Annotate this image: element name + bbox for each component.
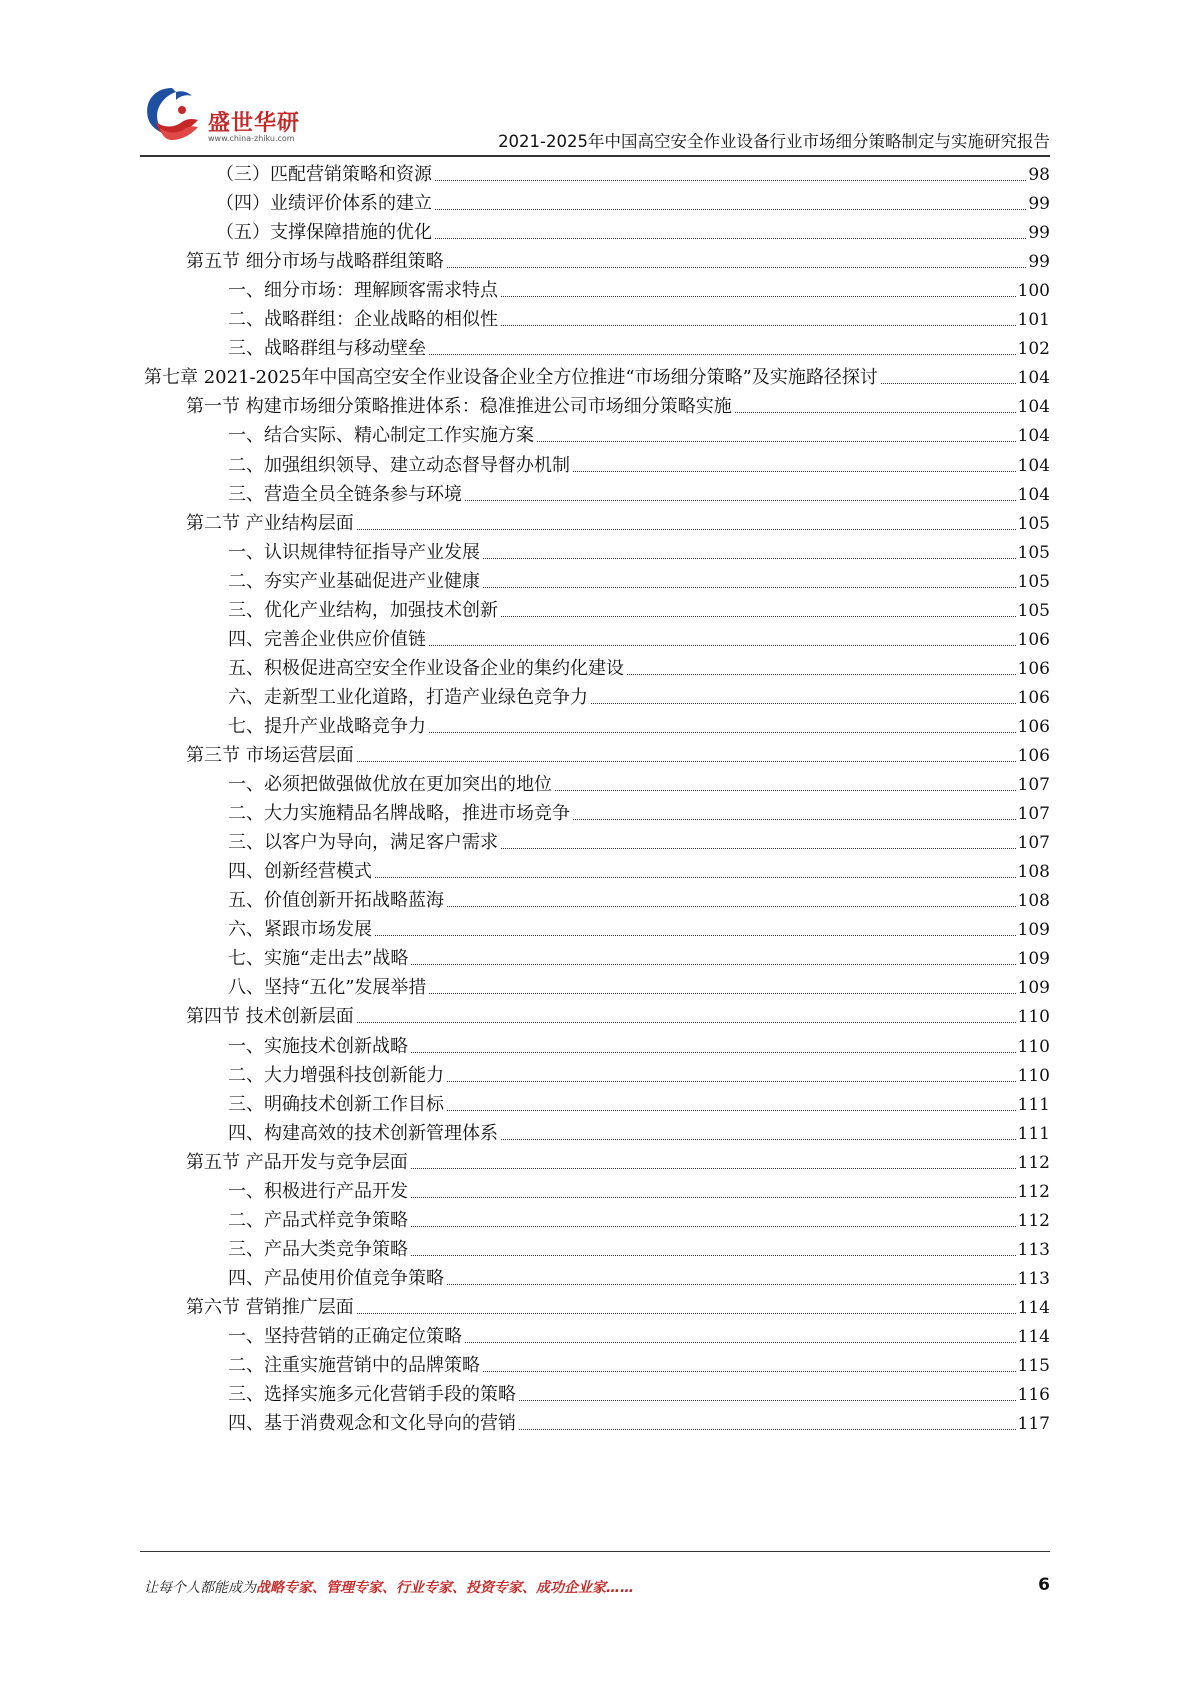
toc-entry-label: 第二节 产业结构层面 (186, 512, 354, 534)
toc-entry-label: 三、优化产业结构，加强技术创新 (228, 599, 498, 621)
toc-leader-dots (429, 354, 1016, 355)
toc-entry[interactable] (228, 481, 1050, 509)
toc-entry-page: 106 (1017, 716, 1050, 737)
toc-entry-page: 101 (1017, 310, 1050, 331)
toc-entry[interactable] (228, 974, 1050, 1002)
toc-leader-dots (501, 1139, 1016, 1140)
toc-entry[interactable] (228, 422, 1050, 450)
toc-leader-dots (375, 877, 1016, 878)
toc-entry[interactable] (228, 568, 1050, 596)
toc-leader-dots (465, 1342, 1016, 1343)
toc-leader-dots (465, 500, 1016, 501)
toc-entry[interactable] (186, 510, 1050, 538)
toc-entry[interactable] (228, 945, 1050, 973)
toc-entry-label: 一、细分市场：理解顾客需求特点 (228, 280, 498, 302)
toc-entry[interactable] (228, 1207, 1050, 1235)
toc-entry-label: 二、产品式样竞争策略 (228, 1209, 408, 1231)
toc-entry-label: 四、创新经营模式 (228, 861, 372, 883)
toc-entry-page: 104 (1017, 397, 1050, 418)
toc-entry-page: 102 (1017, 339, 1050, 360)
page-header (0, 0, 1191, 160)
toc-entry-page: 109 (1017, 978, 1050, 999)
logo-url: www.china-zhiku.com (208, 134, 295, 143)
page-number: 6 (1038, 1575, 1050, 1595)
toc-entry-label: 二、战略群组：企业战略的相似性 (228, 309, 498, 331)
toc-entry[interactable] (228, 306, 1050, 334)
toc-entry-page: 105 (1017, 542, 1050, 563)
toc-entry-page: 106 (1017, 629, 1050, 650)
toc-leader-dots (375, 935, 1016, 936)
toc-leader-dots (573, 471, 1016, 472)
footer-slogan-prefix: 让每个人都能成为 (144, 1580, 256, 1596)
toc-entry[interactable] (228, 655, 1050, 683)
toc-leader-dots (447, 906, 1016, 907)
toc-entry[interactable] (186, 742, 1050, 770)
toc-entry-page: 112 (1017, 1152, 1050, 1173)
toc-entry-page: 108 (1017, 891, 1050, 912)
toc-entry-page: 99 (1028, 223, 1050, 244)
toc-leader-dots (447, 1081, 1016, 1082)
toc-entry-label: 八、坚持“五化”发展举措 (228, 977, 427, 999)
toc-leader-dots (357, 1022, 1016, 1023)
toc-entry[interactable] (228, 771, 1050, 799)
toc-entry[interactable] (228, 1178, 1050, 1206)
toc-leader-dots (881, 383, 1016, 384)
toc-entry[interactable] (186, 1149, 1050, 1177)
toc-leader-dots (501, 616, 1016, 617)
toc-entry-label: 一、实施技术创新战略 (228, 1035, 408, 1057)
toc-leader-dots (429, 645, 1016, 646)
toc-leader-dots (435, 180, 1026, 181)
toc-leader-dots (483, 587, 1016, 588)
toc-entry-label: 一、认识规律特征指导产业发展 (228, 541, 480, 563)
toc-entry-label: 三、选择实施多元化营销手段的策略 (228, 1384, 516, 1406)
toc-leader-dots (447, 1110, 1016, 1111)
toc-leader-dots (411, 1226, 1016, 1227)
toc-leader-dots (411, 964, 1015, 965)
toc-entry-page: 104 (1017, 426, 1050, 447)
toc-entry-page: 114 (1017, 1327, 1050, 1347)
toc-entry-page: 113 (1017, 1239, 1050, 1260)
toc-entry-page: 107 (1017, 833, 1050, 854)
toc-entry-page: 112 (1017, 1210, 1050, 1231)
toc-entry[interactable] (228, 1323, 1050, 1351)
toc-leader-dots (483, 1371, 1016, 1372)
toc-entry[interactable] (228, 626, 1050, 654)
toc-entry-page: 104 (1017, 455, 1050, 476)
toc-entry-page: 113 (1017, 1268, 1050, 1289)
toc-entry[interactable] (228, 452, 1050, 480)
toc-entry-label: 一、必须把做强做优放在更加突出的地位 (228, 774, 552, 796)
toc-entry-label: 二、夯实产业基础促进产业健康 (228, 570, 480, 592)
toc-entry-label: 三、营造全员全链条参与环境 (228, 483, 462, 505)
header-divider (140, 155, 1050, 157)
toc-entry-label: 第七章 2021-2025年中国高空安全作业设备企业全方位推进“市场细分策略”及实施路径探讨 (144, 367, 878, 389)
toc-entry-page: 109 (1017, 949, 1050, 970)
toc-leader-dots (501, 325, 1016, 326)
toc-leader-dots (429, 993, 1015, 994)
toc-entry-label: 四、完善企业供应价值链 (228, 628, 426, 650)
toc-entry-label: 六、走新型工业化道路，打造产业绿色竞争力 (228, 686, 588, 708)
toc-leader-dots (357, 1313, 1016, 1314)
toc-entry-label: （五）支撑保障措施的优化 (216, 222, 432, 244)
toc-entry-label: 一、积极进行产品开发 (228, 1180, 408, 1202)
toc-leader-dots (537, 441, 1016, 442)
toc-entry-label: 二、大力实施精品名牌战略，推进市场竞争 (228, 803, 570, 825)
toc-entry-label: 四、构建高效的技术创新管理体系 (228, 1122, 498, 1144)
toc-entry-label: 七、提升产业战略竞争力 (228, 715, 426, 737)
toc-entry-label: （四）业绩评价体系的建立 (216, 193, 432, 215)
toc-leader-dots (501, 296, 1016, 297)
toc-entry[interactable] (216, 219, 1050, 247)
toc-entry[interactable] (228, 277, 1050, 305)
toc-entry-page: 114 (1017, 1297, 1050, 1318)
toc-entry[interactable] (228, 916, 1050, 944)
toc-entry[interactable] (228, 829, 1050, 857)
footer-divider (140, 1551, 1050, 1552)
toc-entry[interactable] (228, 713, 1050, 741)
toc-entry[interactable] (186, 1294, 1050, 1322)
toc-entry-page: 104 (1017, 484, 1050, 505)
toc-entry[interactable] (228, 1410, 1050, 1438)
toc-entry-label: 一、坚持营销的正确定位策略 (228, 1326, 462, 1347)
toc-entry-label: 六、紧跟市场发展 (228, 919, 372, 941)
toc-entry[interactable] (228, 1381, 1050, 1409)
toc-leader-dots (483, 558, 1016, 559)
toc-entry[interactable] (228, 539, 1050, 567)
toc-entry-page: 112 (1017, 1181, 1050, 1202)
toc-entry-label: 三、明确技术创新工作目标 (228, 1093, 444, 1115)
toc-entry[interactable] (228, 800, 1050, 828)
toc-entry-page: 104 (1017, 368, 1050, 389)
toc-entry-label: 二、大力增强科技创新能力 (228, 1064, 444, 1086)
toc-entry-page: 106 (1017, 687, 1050, 708)
toc-entry-label: 第四节 技术创新层面 (186, 1006, 354, 1028)
toc-entry-label: 二、加强组织领导、建立动态督导督办机制 (228, 454, 570, 476)
toc-entry-label: 第五节 细分市场与战略群组策略 (186, 251, 444, 273)
toc-leader-dots (627, 674, 1016, 675)
toc-entry-page: 111 (1017, 1094, 1050, 1115)
toc-entry-label: 五、积极促进高空安全作业设备企业的集约化建设 (228, 657, 624, 679)
toc-leader-dots (735, 412, 1016, 413)
toc-entry-page: 110 (1017, 1036, 1050, 1057)
toc-entry-page: 117 (1017, 1414, 1050, 1435)
toc-leader-dots (411, 1197, 1016, 1198)
toc-entry-page: 115 (1017, 1356, 1050, 1377)
toc-entry-page: 110 (1017, 1007, 1050, 1028)
toc-entry[interactable] (216, 161, 1050, 189)
toc-entry-label: 七、实施“走出去”战略 (228, 948, 409, 970)
toc-entry-page: 106 (1017, 746, 1050, 766)
toc-entry[interactable] (186, 1003, 1050, 1031)
toc-entry[interactable] (228, 335, 1050, 363)
toc-entry-label: 第三节 市场运营层面 (186, 745, 354, 766)
toc-entry-page: 116 (1017, 1385, 1050, 1406)
toc-entry[interactable] (228, 887, 1050, 915)
toc-entry-page: 110 (1017, 1065, 1050, 1086)
toc-leader-dots (357, 761, 1016, 762)
report-title: 2021-2025年中国高空安全作业设备行业市场细分策略制定与实施研究报告 (498, 132, 1050, 151)
toc-leader-dots (435, 209, 1026, 210)
toc-entry-label: 第六节 营销推广层面 (186, 1296, 354, 1318)
toc-leader-dots (519, 1400, 1016, 1401)
toc-entry[interactable] (228, 684, 1050, 712)
toc-entry[interactable] (228, 858, 1050, 886)
toc-leader-dots (573, 819, 1016, 820)
toc-entry-page: 98 (1028, 165, 1050, 185)
toc-entry[interactable] (228, 1236, 1050, 1264)
toc-leader-dots (447, 267, 1027, 268)
toc-entry-page: 108 (1017, 862, 1050, 883)
toc-entry-label: 一、结合实际、精心制定工作实施方案 (228, 425, 534, 447)
toc-leader-dots (501, 848, 1016, 849)
toc-entry-label: 四、基于消费观念和文化导向的营销 (228, 1413, 516, 1435)
toc-entry-page: 99 (1028, 194, 1050, 215)
toc-leader-dots (519, 1429, 1016, 1430)
toc-entry-page: 105 (1017, 571, 1050, 592)
toc-leader-dots (591, 703, 1016, 704)
toc-entry-label: 四、产品使用价值竞争策略 (228, 1267, 444, 1289)
toc-leader-dots (411, 1255, 1016, 1256)
toc-entry-label: 三、产品大类竞争策略 (228, 1238, 408, 1260)
logo-book-icon (140, 82, 204, 146)
toc-entry-label: 五、价值创新开拓战略蓝海 (228, 890, 444, 912)
toc-entry[interactable] (228, 1352, 1050, 1380)
toc-leader-dots (357, 529, 1016, 530)
toc-entry-page: 106 (1017, 658, 1050, 679)
toc-entry-page: 100 (1017, 281, 1050, 302)
toc-entry-label: 第一节 构建市场细分策略推进体系：稳准推进公司市场细分策略实施 (186, 396, 732, 418)
logo-name: 盛世华研 (208, 111, 301, 136)
toc-entry[interactable] (228, 1062, 1050, 1090)
toc-entry-page: 99 (1028, 252, 1050, 273)
toc-entry-page: 111 (1017, 1123, 1050, 1144)
toc-leader-dots (555, 790, 1016, 791)
toc-entry-label: 三、战略群组与移动壁垒 (228, 338, 426, 360)
toc-entry[interactable] (228, 597, 1050, 625)
toc-leader-dots (435, 238, 1026, 239)
toc-entry-page: 105 (1017, 600, 1050, 621)
toc-entry[interactable] (228, 1120, 1050, 1148)
toc-entry[interactable] (186, 248, 1050, 276)
footer-slogan-highlight: 战略专家、管理专家、行业专家、投资专家、成功企业家…… (256, 1580, 634, 1596)
toc-entry[interactable] (228, 1033, 1050, 1061)
toc-leader-dots (429, 732, 1016, 733)
toc-entry[interactable] (228, 1091, 1050, 1119)
toc-entry-page: 109 (1017, 920, 1050, 941)
toc-entry-page: 107 (1017, 775, 1050, 796)
company-logo (140, 82, 320, 152)
toc-leader-dots (447, 1284, 1016, 1285)
toc-entry-label: 二、注重实施营销中的品牌策略 (228, 1355, 480, 1377)
toc-entry-label: 第五节 产品开发与竞争层面 (186, 1151, 408, 1173)
toc-leader-dots (411, 1052, 1016, 1053)
toc-entry-page: 105 (1017, 513, 1050, 534)
toc-entry-page: 107 (1017, 804, 1050, 825)
footer-slogan (144, 1577, 634, 1597)
toc-entry[interactable] (186, 393, 1050, 421)
toc-leader-dots (411, 1168, 1016, 1169)
toc-entry[interactable] (144, 364, 1050, 392)
toc-entry[interactable] (228, 1265, 1050, 1293)
toc-entry-label: （三）匹配营销策略和资源 (216, 164, 432, 185)
toc-entry[interactable] (216, 190, 1050, 218)
toc-entry-label: 三、以客户为导向，满足客户需求 (228, 832, 498, 854)
